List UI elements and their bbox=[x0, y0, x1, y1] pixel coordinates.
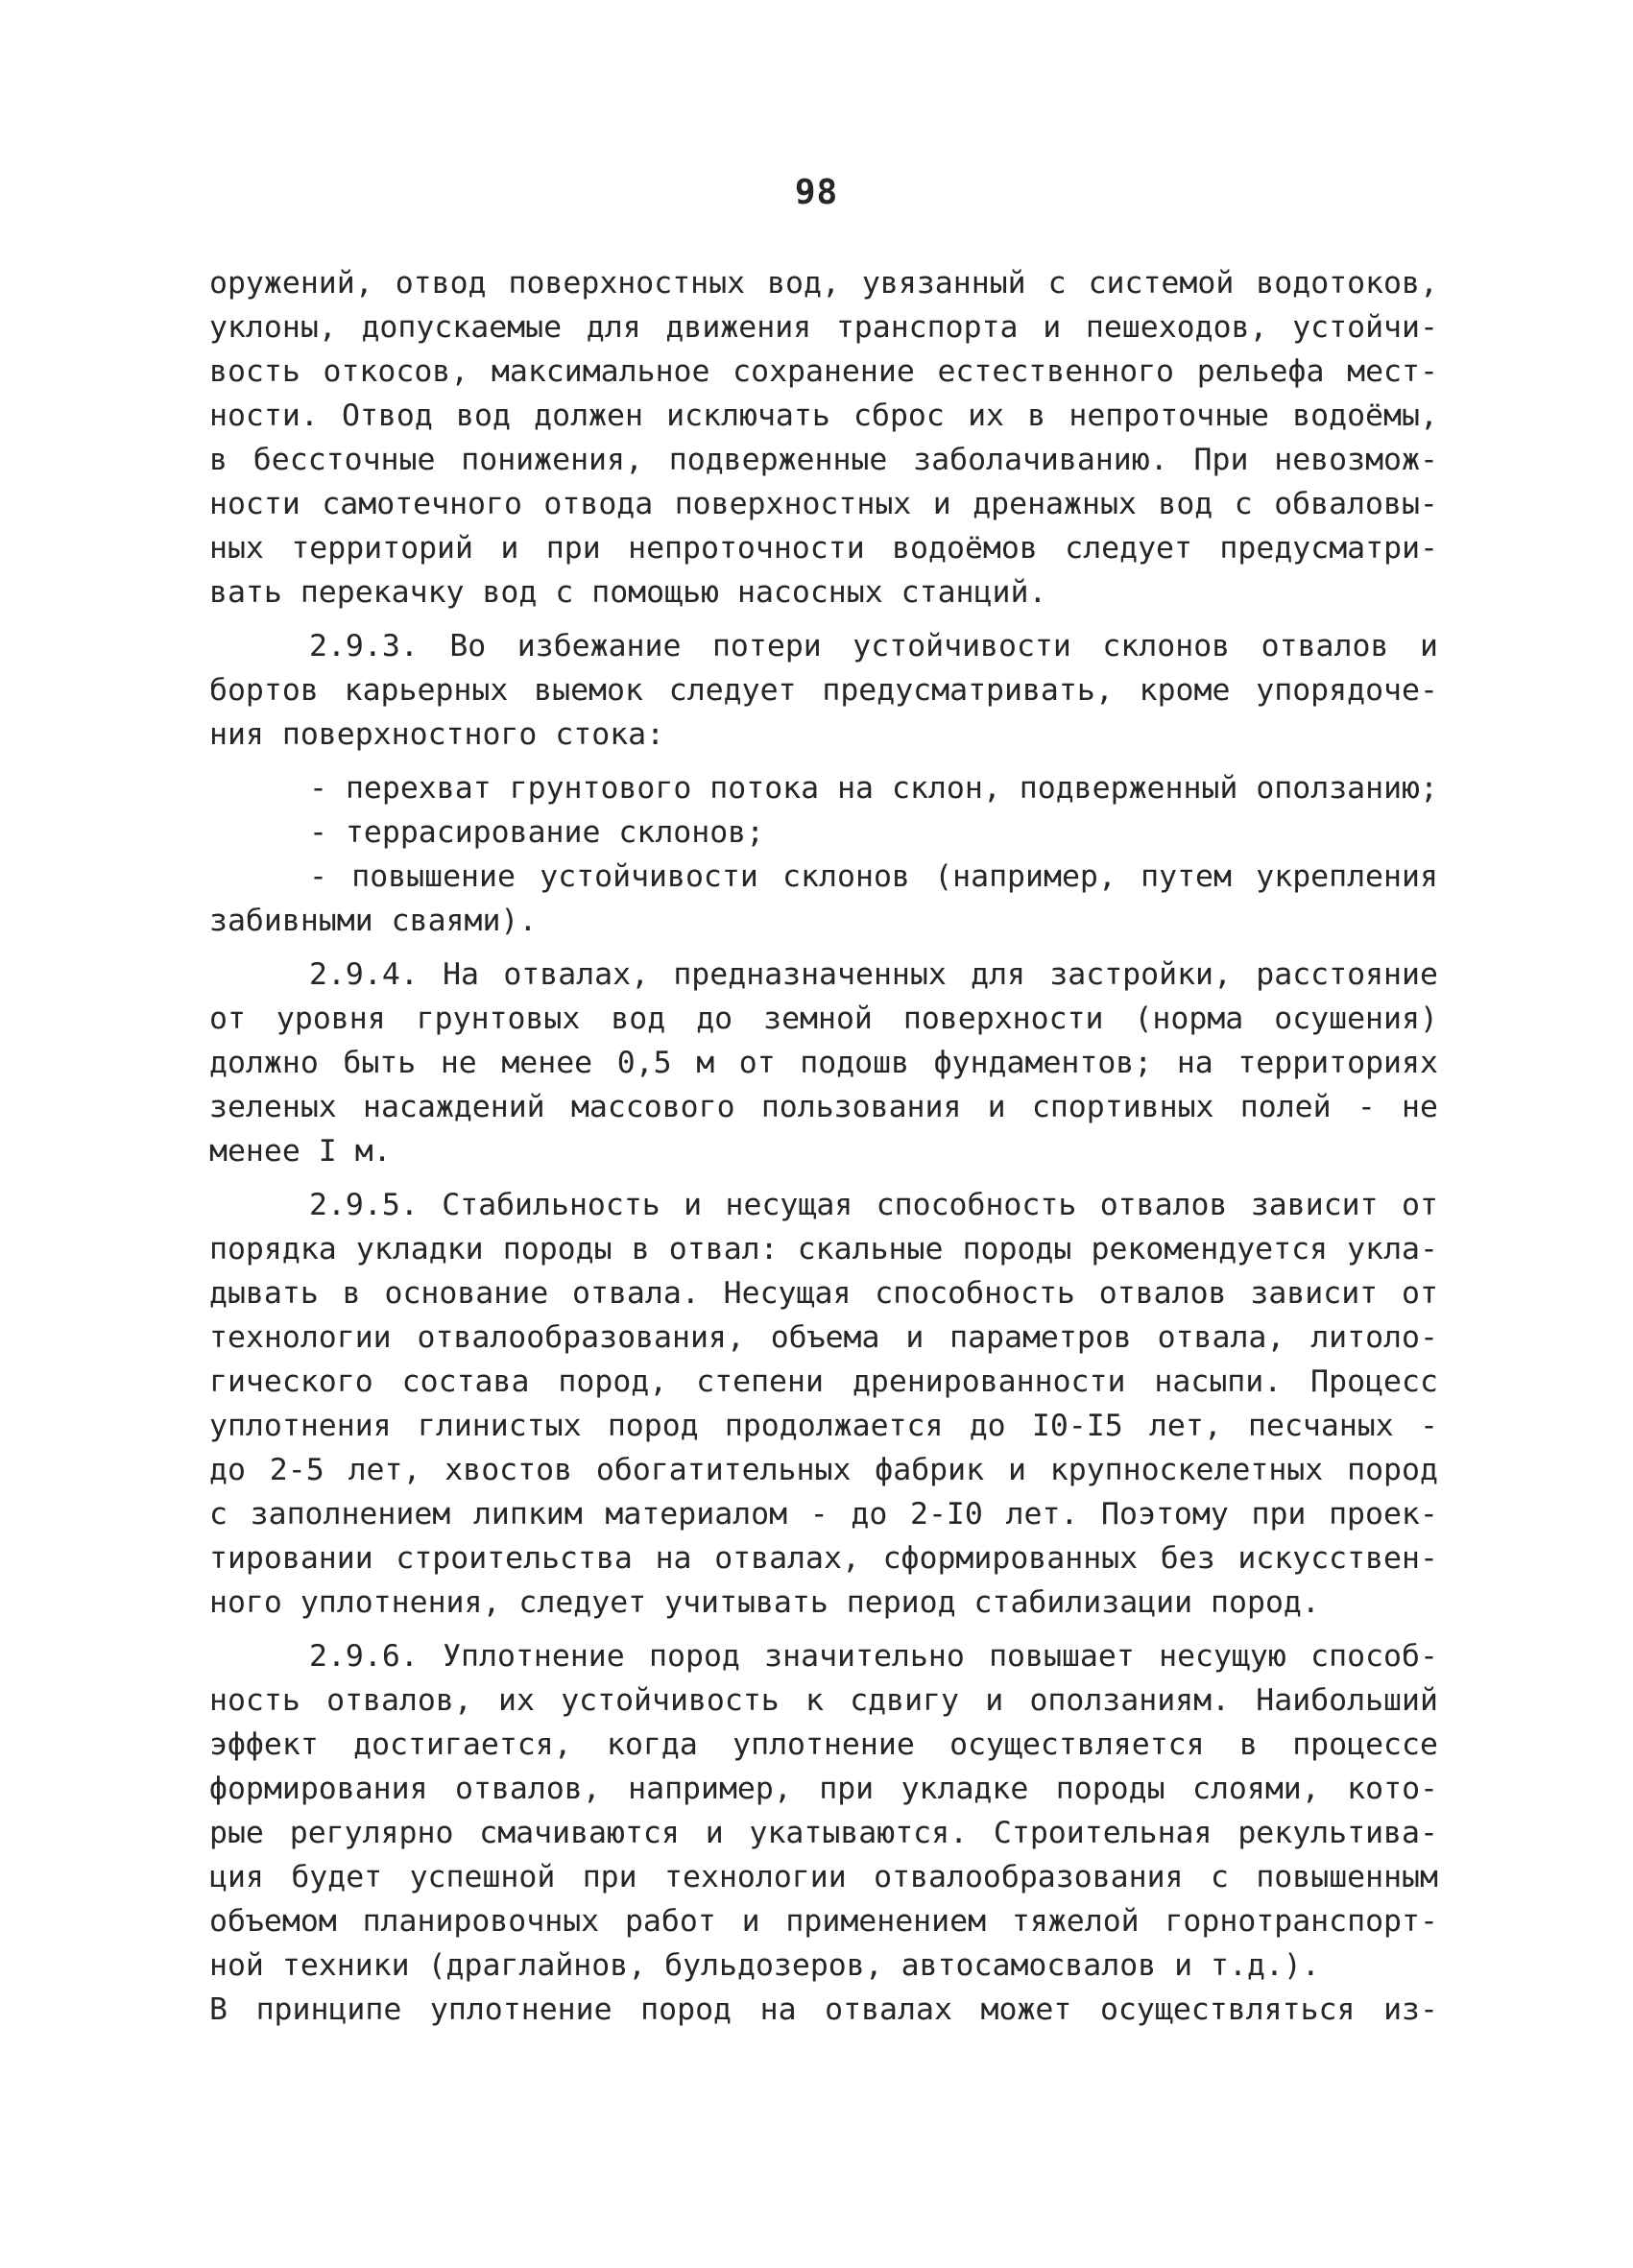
text-line: оружений, отвод поверхностных вод, увязанный с системой водотоков, bbox=[209, 266, 1438, 301]
text-line: уклоны, допускаемые для движения транспорта и пешеходов, устойчи- bbox=[209, 310, 1438, 345]
text-line: бортов карьерных выемок следует предусматривать, кроме упорядоче- bbox=[209, 673, 1438, 708]
text-line: вать перекачку вод с помощью насосных станций. bbox=[209, 575, 1047, 610]
list-item: - террасирование склонов; bbox=[309, 815, 765, 850]
paragraph-start-2-9-5: 2.9.5. Стабильность и несущая способность отвалов зависит от bbox=[309, 1188, 1438, 1222]
list-item: - повышение устойчивости склонов (например, путем укрепления bbox=[309, 859, 1438, 894]
text-line: забивными сваями). bbox=[209, 904, 538, 938]
text-line: В принципе уплотнение пород на отвалах может осуществляться из- bbox=[209, 1992, 1438, 2027]
text-line: эффект достигается, когда уплотнение осуществляется в процессе bbox=[209, 1727, 1438, 1762]
text-line: ция будет успешной при технологии отвалообразования с повышенным bbox=[209, 1860, 1438, 1894]
text-line: до 2-5 лет, хвостов обогатительных фабрик и крупноскелетных пород bbox=[209, 1453, 1438, 1487]
text-line: технологии отвалообразования, объема и параметров отвала, литоло- bbox=[209, 1320, 1438, 1355]
text-line: объемом планировочных работ и применением тяжелой горнотранспорт- bbox=[209, 1904, 1438, 1939]
text-line: рые регулярно смачиваются и укатываются. Строительная рекультива- bbox=[209, 1816, 1438, 1850]
text-line: порядка укладки породы в отвал: скальные породы рекомендуется укла- bbox=[209, 1232, 1438, 1267]
paragraph-start-2-9-4: 2.9.4. На отвалах, предназначенных для застройки, расстояние bbox=[309, 957, 1438, 992]
text-line: ния поверхностного стока: bbox=[209, 717, 665, 752]
paragraph-start-2-9-6: 2.9.6. Уплотнение пород значительно повышает несущую способ- bbox=[309, 1639, 1438, 1674]
paragraph-start-2-9-3: 2.9.3. Во избежание потери устойчивости склонов отвалов и bbox=[309, 629, 1438, 664]
text-line: от уровня грунтовых вод до земной поверхности (норма осушения) bbox=[209, 1001, 1438, 1036]
text-line: ности. Отвод вод должен исключать сброс их в непроточные водоёмы, bbox=[209, 398, 1438, 433]
text-line: в бессточные понижения, подверженные заболачиванию. При невозмож- bbox=[209, 443, 1438, 477]
text-line: ных территорий и при непроточности водоёмов следует предусматри- bbox=[209, 531, 1438, 566]
list-item: - перехват грунтового потока на склон, подверженный оползанию; bbox=[309, 771, 1438, 806]
text-line: ной техники (драглайнов, бульдозеров, автосамосвалов и т.д.). bbox=[209, 1948, 1320, 1983]
text-line: тировании строительства на отвалах, сформированных без искусствен- bbox=[209, 1541, 1438, 1576]
page-number: 98 bbox=[794, 173, 839, 212]
text-line: менее I м. bbox=[209, 1134, 392, 1169]
text-line: уплотнения глинистых пород продолжается до I0-I5 лет, песчаных - bbox=[209, 1409, 1438, 1443]
text-line: гического состава пород, степени дренированности насыпи. Процесс bbox=[209, 1364, 1438, 1399]
text-line: ности самотечного отвода поверхностных и дренажных вод с обваловы- bbox=[209, 487, 1438, 521]
text-line: дывать в основание отвала. Несущая способность отвалов зависит от bbox=[209, 1276, 1438, 1311]
text-line: формирования отвалов, например, при укладке породы слоями, кото- bbox=[209, 1772, 1438, 1806]
text-line: с заполнением липким материалом - до 2-I0 лет. Поэтому при проек- bbox=[209, 1497, 1438, 1532]
text-line: ность отвалов, их устойчивость к сдвигу и оползаниям. Наибольший bbox=[209, 1683, 1438, 1718]
text-line: вость откосов, максимальное сохранение естественного рельефа мест- bbox=[209, 354, 1438, 389]
text-line: должно быть не менее 0,5 м от подошв фундаментов; на территориях bbox=[209, 1046, 1438, 1080]
text-line: зеленых насаждений массового пользования и спортивных полей - не bbox=[209, 1090, 1438, 1124]
text-line: ного уплотнения, следует учитывать период стабилизации пород. bbox=[209, 1585, 1320, 1620]
